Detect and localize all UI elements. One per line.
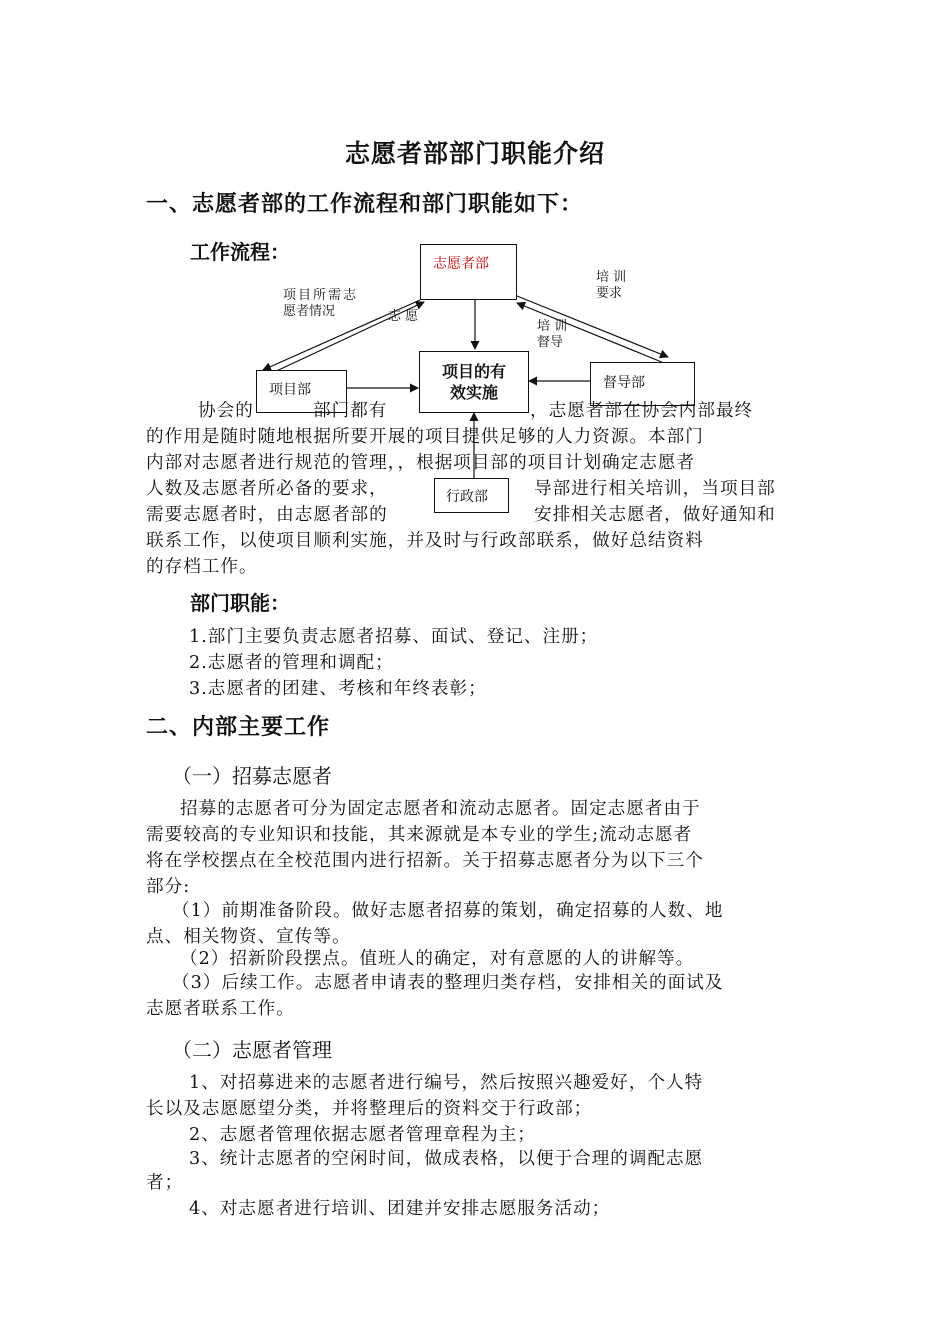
functions-heading: 部门职能： xyxy=(190,591,290,615)
box-project-dept: 项目部 xyxy=(256,370,347,413)
sub1-line-4: 部分: xyxy=(146,877,191,897)
box-volunteer-dept: 志愿者部 xyxy=(420,244,517,300)
sub2-line-1: 1、对招募进来的志愿者进行编号，然后按照兴趣爱好，个人特 xyxy=(189,1073,704,1093)
para-line-1: 协会的 xyxy=(198,401,254,421)
label-training-req-line2: 要求 xyxy=(596,286,623,301)
page-title: 志愿者部部门职能介绍 xyxy=(344,139,605,168)
label-training-req-line1: 培 训 xyxy=(596,270,627,285)
para-line-2: 的作用是随时随地根据所要开展的项目提供足够的人力资源。本部门 xyxy=(146,427,704,447)
function-item-3: 3.志愿者的团建、考核和年终表彰； xyxy=(189,679,487,699)
para-line-7: 的存档工作。 xyxy=(146,557,258,577)
center-line2: 效实施 xyxy=(449,383,498,402)
sub1-line-7: （2）招新阶段摆点。值班人的确定，对有意愿的人的讲解等。 xyxy=(180,949,695,969)
para-line-6: 联系工作，以使项目顺利实施，并及时与行政部联系，做好总结资料 xyxy=(146,531,704,551)
sub2-line-5: 者； xyxy=(146,1173,184,1193)
label-volunteer: 志 愿 xyxy=(388,309,419,324)
sub2-line-6: 4、对志愿者进行培训、团建并安排志愿服务活动； xyxy=(189,1199,611,1219)
center-line1: 项目的有 xyxy=(441,362,506,381)
para-line-5: 需要志愿者时，由志愿者部的 xyxy=(146,505,388,525)
sub1-heading: （一）招募志愿者 xyxy=(172,764,332,788)
para-line-1-mid: 部门都有 xyxy=(313,401,388,421)
sub1-line-1: 招募的志愿者可分为固定志愿者和流动志愿者。固定志愿者由于 xyxy=(180,799,701,819)
label-needs-line1: 项目所需志 xyxy=(283,288,359,303)
sub1-line-2: 需要较高的专业知识和技能，其来源就是本专业的学生;流动志愿者 xyxy=(146,825,693,845)
box-effective-implementation xyxy=(419,351,529,413)
sub1-line-8: （3）后续工作。志愿者申请表的整理归类存档，安排相关的面试及 xyxy=(172,973,724,993)
section1-heading: 一、志愿者部的工作流程和部门职能如下： xyxy=(146,191,584,217)
box-supervision-dept: 督导部 xyxy=(590,362,695,406)
sub1-line-5: （1）前期准备阶段。做好志愿者招募的策划，确定招募的人数、地 xyxy=(172,901,724,921)
para-line-3: 内部对志愿者进行规范的管理，，根据项目部的项目计划确定志愿者 xyxy=(146,453,696,473)
para-line-4: 人数及志愿者所必备的要求， xyxy=(146,479,388,499)
function-item-1: 1.部门主要负责志愿者招募、面试、登记、注册； xyxy=(189,627,599,647)
section2-heading: 二、内部主要工作 xyxy=(146,714,331,740)
sub2-line-3: 2、志愿者管理依据志愿者管理章程为主； xyxy=(189,1125,536,1145)
sub1-line-3: 将在学校摆点在全校范围内进行招新。关于招募志愿者分为以下三个 xyxy=(146,851,704,871)
workflow-heading: 工作流程： xyxy=(190,240,290,264)
sub2-heading: （二）志愿者管理 xyxy=(172,1038,332,1062)
para-line-1-right: ，志愿者部在协会内部最终 xyxy=(530,401,754,421)
sub2-line-4: 3、统计志愿者的空闲时间，做成表格，以便于合理的调配志愿 xyxy=(189,1149,704,1169)
sub1-line-6: 点、相关物资、宣传等。 xyxy=(146,927,351,947)
label-training-sup-line1: 培 训 xyxy=(537,319,568,334)
label-training-sup-line2: 督导 xyxy=(537,335,564,350)
function-item-2: 2.志愿者的管理和调配； xyxy=(189,653,394,673)
box-admin-dept: 行政部 xyxy=(434,478,509,513)
sub1-line-9: 志愿者联系工作。 xyxy=(146,999,295,1019)
para-line-5-right: 安排相关志愿者，做好通知和 xyxy=(534,505,776,525)
label-needs-line2: 愿者情况 xyxy=(283,304,336,319)
para-line-4-right: 导部进行相关培训，当项目部 xyxy=(534,479,776,499)
sub2-line-2: 长以及志愿愿望分类，并将整理后的资料交于行政部； xyxy=(146,1099,593,1119)
